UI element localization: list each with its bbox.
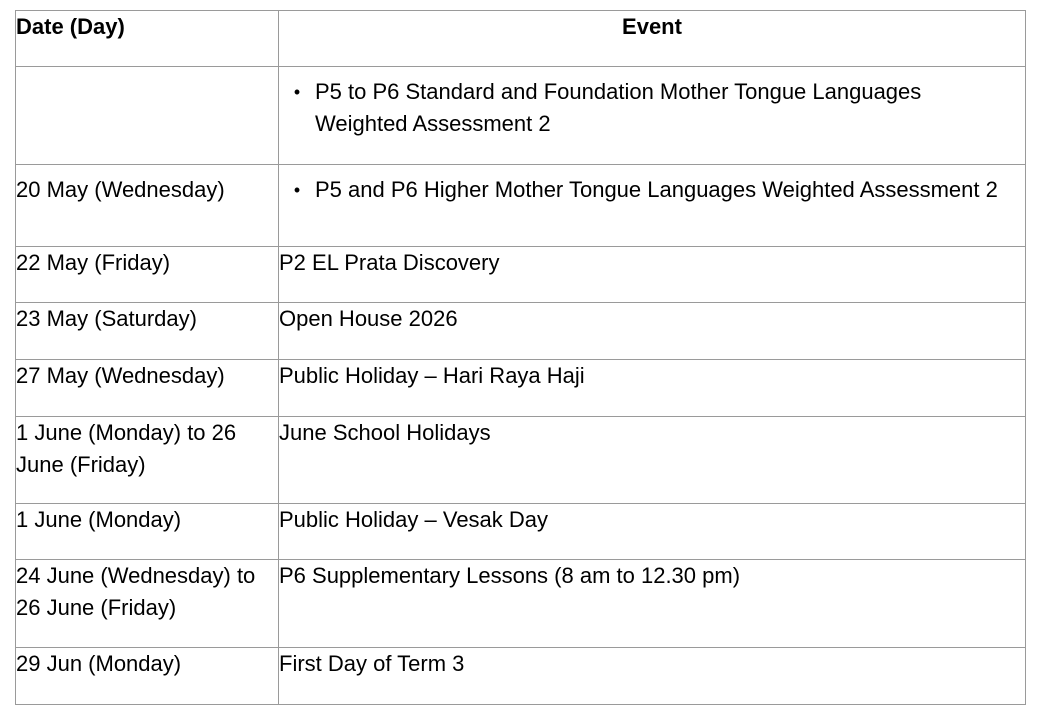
date-cell: 24 June (Wednesday) to 26 June (Friday): [16, 560, 279, 648]
table-row: [16, 360, 1026, 417]
event-cell: First Day of Term 3: [279, 648, 1026, 705]
date-cell: 20 May (Wednesday): [16, 165, 279, 247]
header-date: Date (Day): [16, 11, 279, 67]
header-event: Event: [279, 11, 1026, 67]
date-cell: 1 June (Monday) to 26 June (Friday): [16, 417, 279, 504]
event-cell: [279, 67, 1026, 165]
date-cell: [16, 67, 279, 165]
table-row: [16, 247, 1026, 303]
table-row: [16, 560, 1026, 648]
date-cell: 27 May (Wednesday): [16, 360, 279, 417]
bullet-icon: •: [293, 180, 301, 200]
event-text: P5 and P6 Higher Mother Tongue Languages Weighted Assessment 2: [315, 177, 998, 202]
table-row: [16, 165, 1026, 247]
event-cell: Open House 2026: [279, 303, 1026, 360]
table-row: [16, 303, 1026, 360]
event-cell: June School Holidays: [279, 417, 1026, 504]
date-cell: 1 June (Monday): [16, 504, 279, 560]
table-row: [16, 504, 1026, 560]
event-cell: Public Holiday – Vesak Day: [279, 504, 1026, 560]
table-row: [16, 67, 1026, 165]
bullet-icon: •: [293, 82, 301, 102]
event-cell: Public Holiday – Hari Raya Haji: [279, 360, 1026, 417]
bullet-item: [279, 76, 1017, 140]
date-cell: 22 May (Friday): [16, 247, 279, 303]
event-text: P5 to P6 Standard and Foundation Mother Tongue Languages Weighted Assessment 2: [315, 79, 922, 136]
events-table: [15, 10, 1026, 705]
event-cell: P2 EL Prata Discovery: [279, 247, 1026, 303]
header-row: [16, 11, 1026, 67]
date-cell: 23 May (Saturday): [16, 303, 279, 360]
date-cell: 29 Jun (Monday): [16, 648, 279, 705]
bullet-item: [279, 174, 1017, 206]
table-row: [16, 648, 1026, 705]
table-row: [16, 417, 1026, 504]
event-cell: P6 Supplementary Lessons (8 am to 12.30 pm): [279, 560, 1026, 648]
event-cell: [279, 165, 1026, 247]
